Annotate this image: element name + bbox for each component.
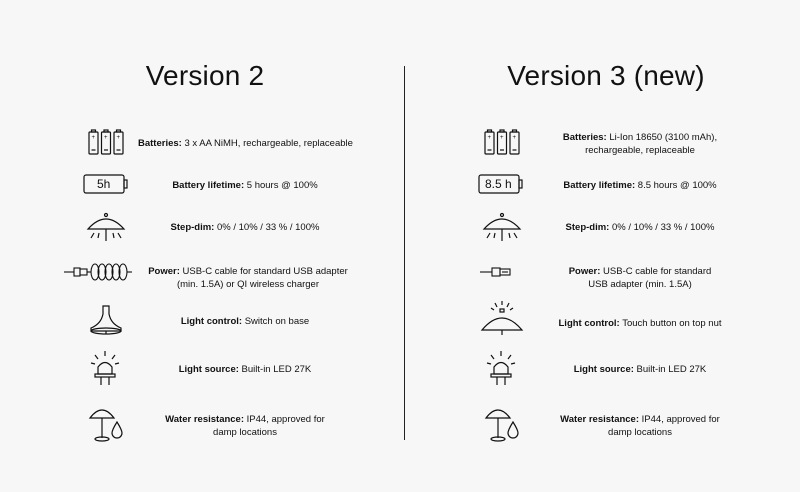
svg-text:+: + <box>512 135 517 141</box>
svg-text:+: + <box>91 135 96 141</box>
v3-light-source-text: Light source: Built-in LED 27K <box>573 364 707 375</box>
column-divider <box>404 66 405 440</box>
lamp-base-switch-icon <box>87 304 125 336</box>
v2-battery-lifetime-text: Battery lifetime: 5 hours @ 100% <box>172 180 318 191</box>
led-icon <box>484 350 518 386</box>
v2-power-text: Power: USB-C cable for standard USB adapter (min. 1.5A) or QI wireless charger <box>148 266 348 290</box>
v3-water-resistance-text: Water resistance: IP44, approved for damp locations <box>560 414 720 438</box>
v2-light-source-text: Light source: Built-in LED 27K <box>178 364 312 375</box>
version-2-title: Version 2 <box>145 60 265 91</box>
svg-text:+: + <box>116 135 121 141</box>
svg-text:+: + <box>104 135 108 141</box>
lamp-water-drop-icon <box>86 404 126 444</box>
lamp-touch-top-icon <box>480 300 524 336</box>
usb-c-coiled-cable-icon <box>64 262 134 282</box>
lamp-dim-icon <box>482 211 522 243</box>
aa-batteries-icon <box>86 128 126 156</box>
v3-power-text: Power: USB-C cable for standard USB adapter (min. 1.5A) <box>568 266 712 290</box>
svg-text:+: + <box>500 135 504 141</box>
v3-step-dim-text: Step-dim: 0% / 10% / 33 % / 100% <box>565 222 715 233</box>
v3-battery-lifetime-text: Battery lifetime: 8.5 hours @ 100% <box>563 180 717 191</box>
v2-step-dim-text: Step-dim: 0% / 10% / 33 % / 100% <box>170 222 320 233</box>
lamp-water-drop-icon <box>482 404 522 444</box>
battery-8-5h-icon: 8.5 h <box>478 174 524 194</box>
lamp-dim-icon <box>86 211 126 243</box>
v2-light-control-text: Light control: Switch on base <box>180 316 310 327</box>
v3-light-control-text: Light control: Touch button on top nut <box>558 318 722 329</box>
v2-batteries-text: Batteries: 3 x AA NiMH, rechargeable, replaceable <box>138 138 353 149</box>
v2-water-resistance-text: Water resistance: IP44, approved for damp locations <box>165 414 325 438</box>
li-ion-batteries-icon <box>482 128 522 156</box>
v3-batteries-text: Batteries: Li-Ion 18650 (3100 mAh), rechargeable, replaceable <box>562 132 718 156</box>
svg-text:+: + <box>487 135 492 141</box>
version-3-title: Version 3 (new) <box>507 60 705 91</box>
battery-5h-icon: 5h <box>83 174 129 194</box>
led-icon <box>88 350 122 386</box>
usb-c-cable-icon <box>480 262 520 282</box>
